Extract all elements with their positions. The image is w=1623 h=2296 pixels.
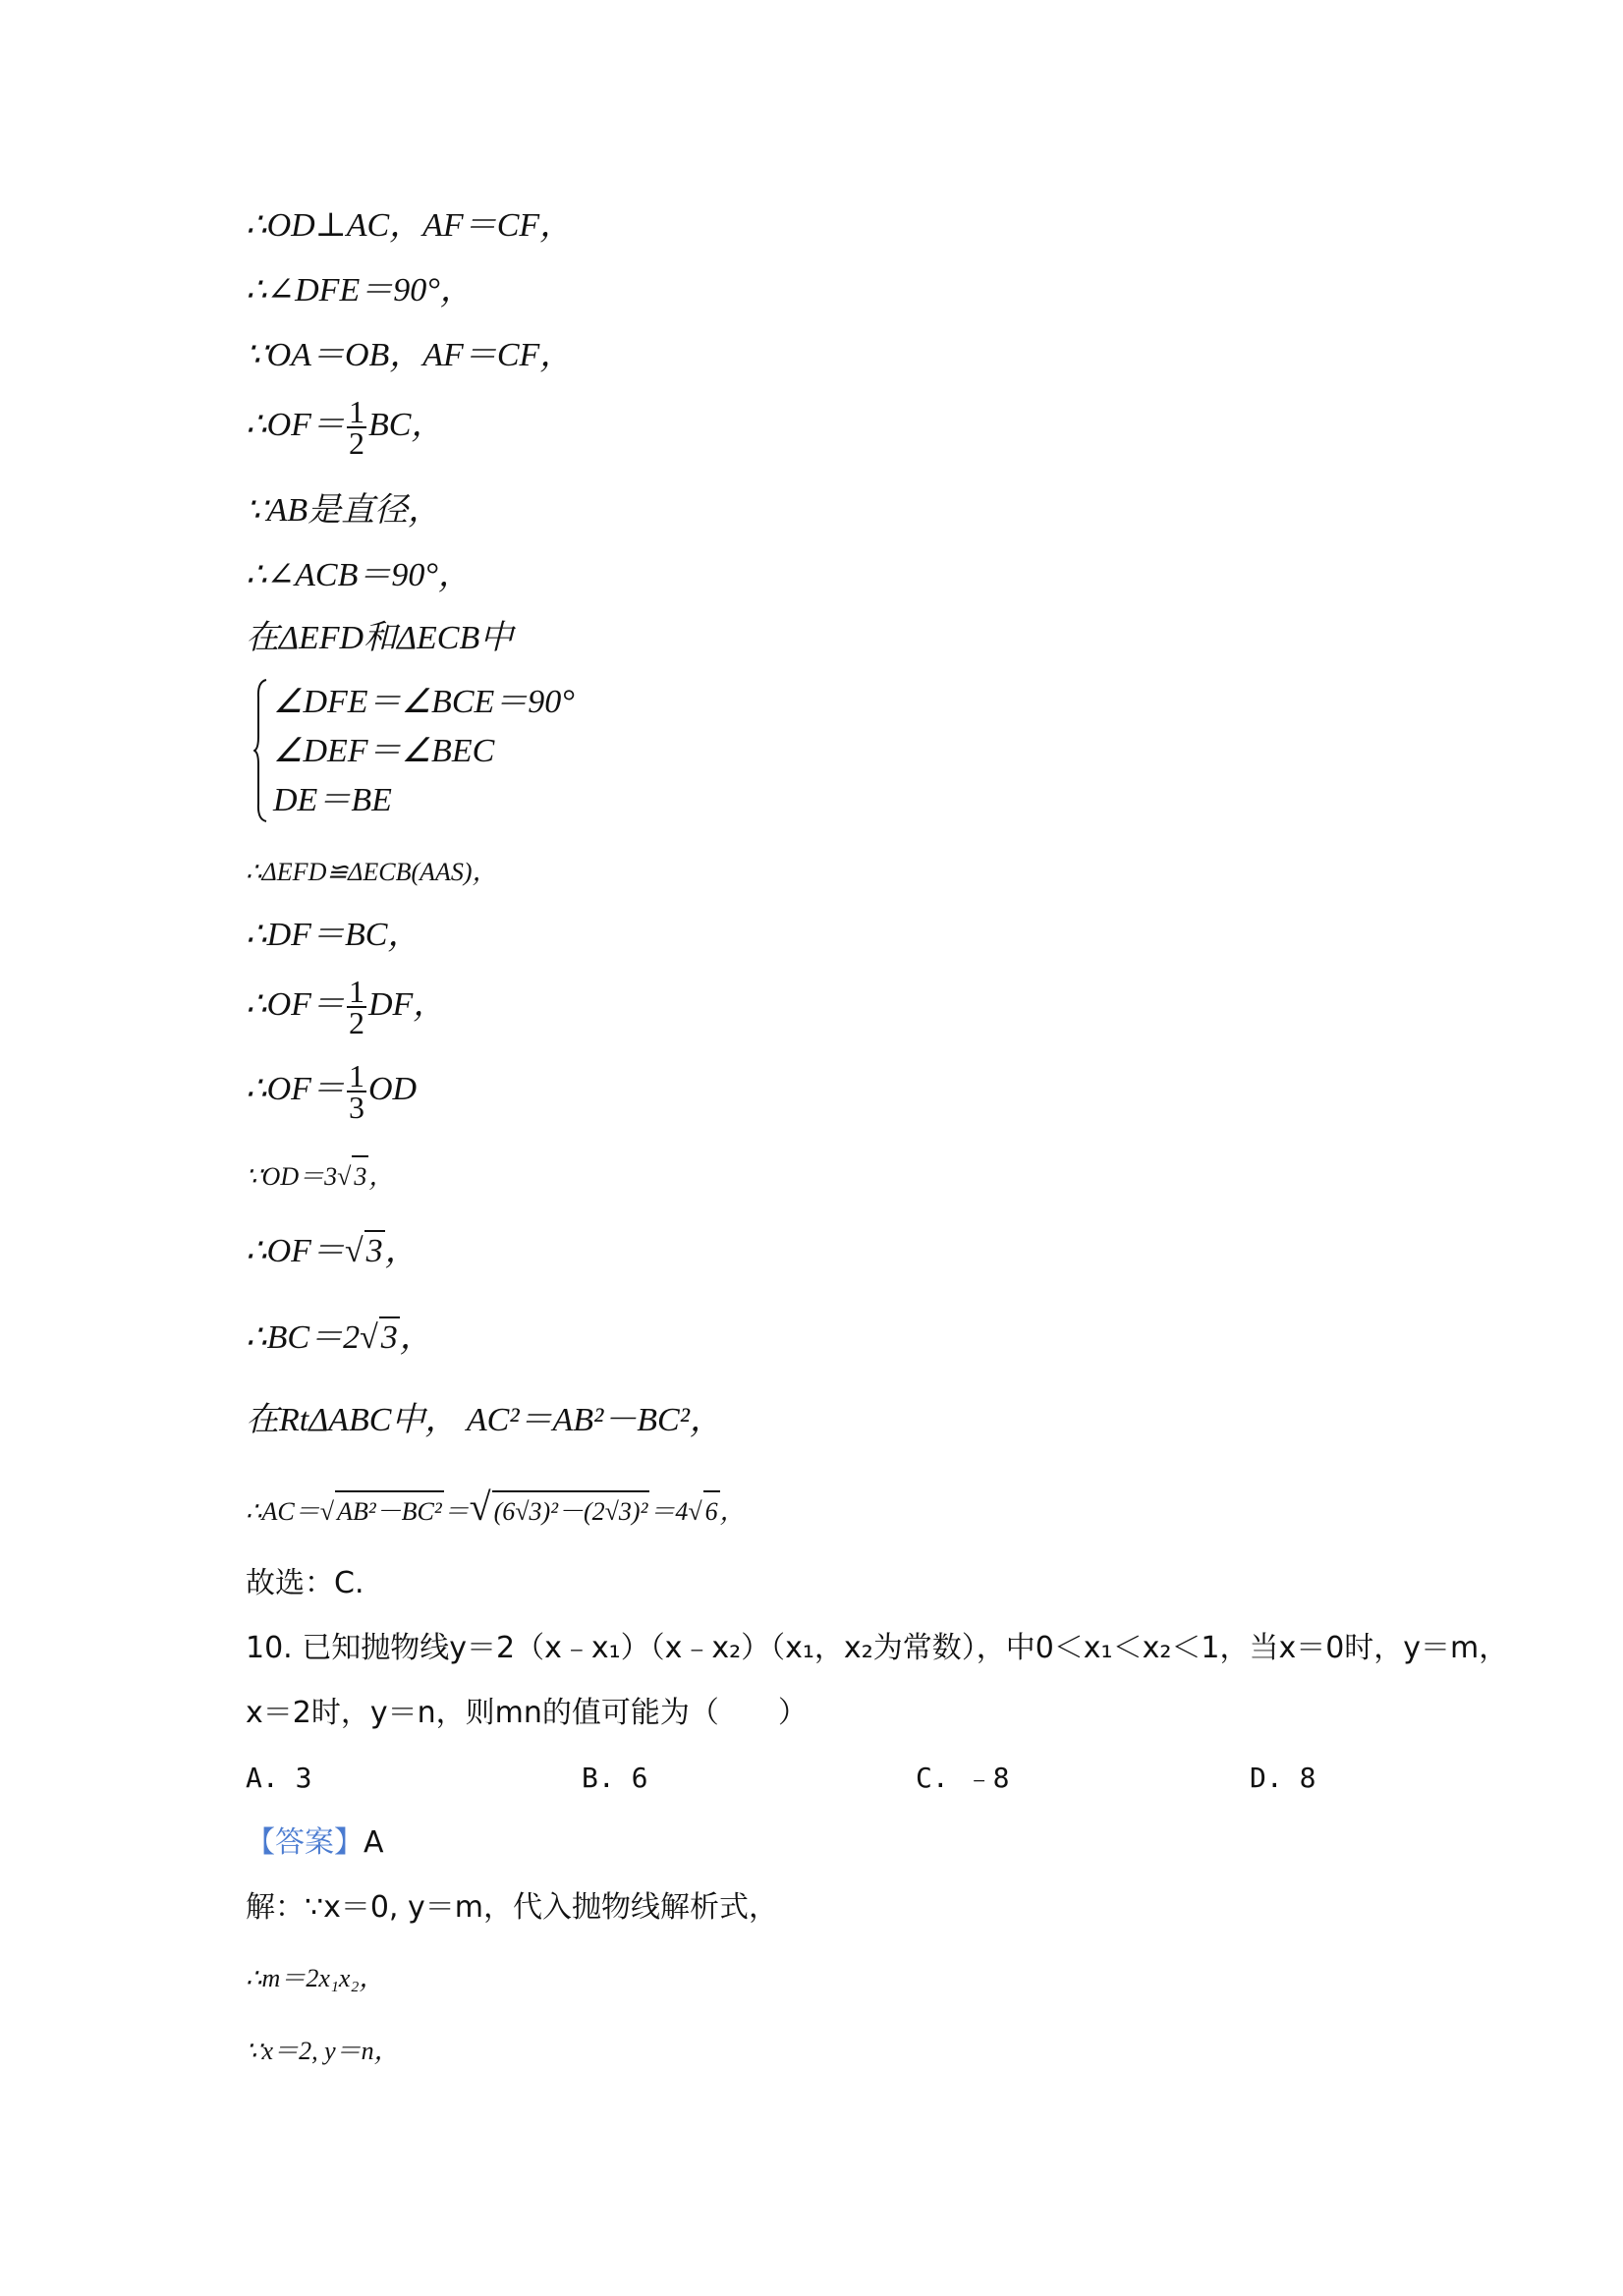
suffix: DF，: [367, 985, 447, 1023]
line-angle-dfe: ∴∠DFE＝90°，: [246, 272, 474, 308]
prefix: ∴OF＝: [246, 1233, 345, 1269]
option-a: A. 3: [246, 1762, 312, 1794]
numerator: 1: [348, 1058, 364, 1093]
brace-row-3: DE＝BE: [273, 782, 392, 818]
suffix: OD: [367, 1070, 418, 1107]
line-congruent: ∴ΔEFD≌ΔECB(AAS)，: [246, 858, 498, 886]
radical-icon: √: [344, 1233, 364, 1269]
answer-tag: 【答案】: [246, 1825, 364, 1860]
radicand-3: 6: [703, 1490, 720, 1532]
equals: ＝: [443, 1497, 470, 1526]
prefix: ∵OD＝3: [246, 1162, 338, 1191]
radicand-1: AB²－BC²: [335, 1490, 444, 1532]
denominator: 2: [348, 1005, 364, 1040]
formula: AC²＝AB²－BC²，: [466, 1402, 723, 1438]
prefix: ∴OF＝: [246, 1070, 345, 1107]
suffix: BC，: [367, 406, 445, 443]
fraction: [347, 974, 366, 1040]
left-brace-icon: [253, 678, 267, 823]
denominator: 2: [348, 425, 364, 461]
answer-line: [246, 1823, 384, 1863]
radicand: 3: [379, 1316, 400, 1358]
radicand: 3: [364, 1230, 385, 1271]
prefix: ∴OF＝: [246, 406, 345, 443]
radical-icon: √: [319, 1497, 335, 1526]
prefix: ∴AC＝: [246, 1497, 320, 1526]
fraction: [347, 394, 366, 461]
line-ac-value: [246, 1484, 746, 1532]
radical-icon: √: [469, 1484, 491, 1529]
line-of-value: [246, 1230, 419, 1271]
line-od-value: [246, 1155, 394, 1197]
line-od-perp-ac: ∴OD⊥AC，AF＝CF，: [246, 207, 574, 244]
brace-row-2: ∠DEF＝∠BEC: [273, 733, 495, 769]
line-of-third-od: [246, 1058, 418, 1125]
suffix: ，: [368, 1162, 395, 1191]
prefix: 在RtΔABC中，: [246, 1402, 459, 1438]
line-pythagoras: [246, 1401, 723, 1440]
line-of-half-df: [246, 974, 447, 1040]
suffix: ，: [384, 1233, 419, 1269]
line-angle-acb: ∴∠ACB＝90°，: [246, 557, 472, 593]
denominator: 3: [348, 1090, 364, 1125]
line-bc-value: [246, 1316, 433, 1358]
radical-icon: √: [337, 1162, 352, 1191]
prefix: ∴OF＝: [246, 985, 345, 1023]
question-line-2: x＝2时，y＝n，则mn的值可能为（ ）: [246, 1696, 808, 1730]
result: ＝4: [649, 1497, 689, 1526]
radicand-2: (6√3)²－(2√3)²: [492, 1490, 650, 1532]
option-b: B. 6: [582, 1762, 648, 1794]
solution-line-2: ∴m＝2x₁x₂，: [246, 1964, 385, 1992]
solution-line-3: ∵x＝2, y＝n，: [246, 2037, 400, 2065]
brace-row-1: ∠DFE＝∠BCE＝90°: [273, 684, 575, 720]
answer-value: A: [364, 1825, 384, 1860]
option-c: C. ﹣8: [916, 1762, 1010, 1794]
option-d: D. 8: [1250, 1762, 1316, 1794]
question-line-1: 10. 已知抛物线y＝2（x﹣x₁）（x﹣x₂）（x₁，x₂为常数），中0＜x₁＜x₂＜1，当x＝0时，y＝m，: [246, 1631, 1509, 1665]
fraction: [347, 1058, 366, 1125]
radical-icon: √: [688, 1497, 702, 1526]
line-of-half-bc: [246, 394, 445, 461]
line-triangles-intro: 在ΔEFD和ΔECB中: [246, 620, 514, 656]
numerator: 1: [348, 974, 364, 1009]
line-choose-c: 故选：C.: [246, 1566, 364, 1600]
radical-icon: √: [360, 1319, 378, 1356]
radicand: 3: [352, 1155, 368, 1197]
prefix: ∴BC＝2: [246, 1319, 361, 1356]
suffix: ，: [719, 1497, 746, 1526]
line-oa-ob: ∵OA＝OB，AF＝CF，: [246, 337, 574, 373]
line-df-bc: ∴DF＝BC，: [246, 917, 421, 953]
numerator: 1: [348, 394, 364, 429]
solution-line-1: 解：∵x＝0, y＝m，代入抛物线解析式，: [246, 1890, 778, 1925]
line-ab-diameter: ∵AB是直径，: [246, 492, 442, 529]
suffix: ，: [399, 1319, 433, 1356]
